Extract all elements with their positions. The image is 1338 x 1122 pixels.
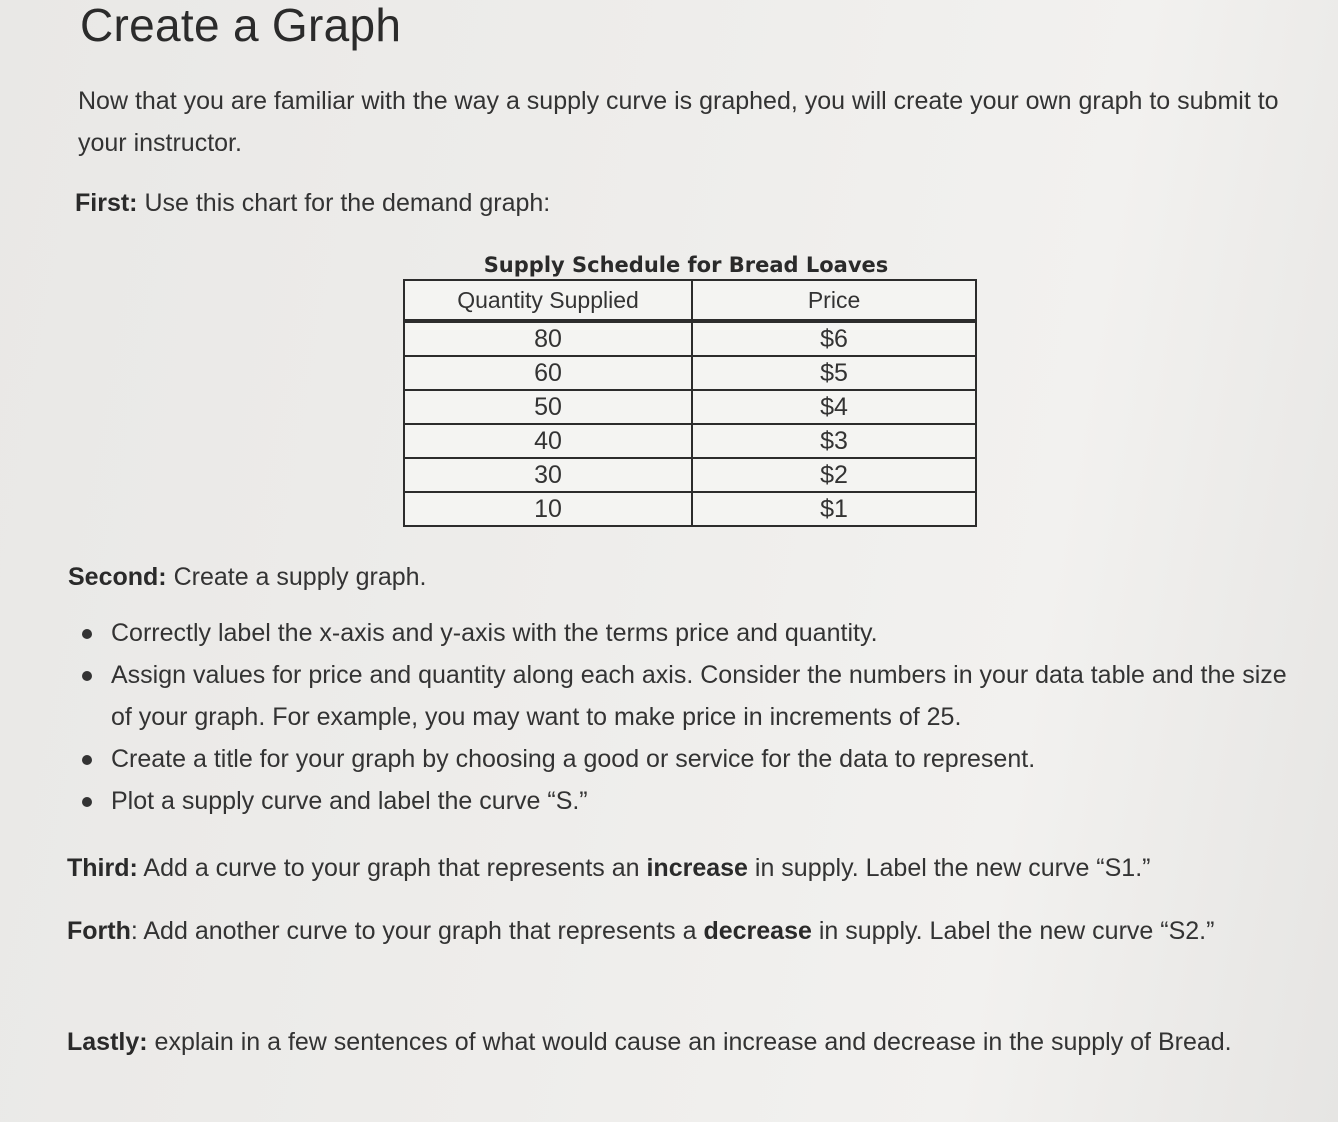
table-header-row	[404, 280, 976, 321]
table-row	[404, 492, 976, 526]
list-item-text: Assign values for price and quantity along each axis. Consider the numbers in your data table and the size of your graph. For example, you may want to make price in increments of 25.	[111, 661, 1287, 731]
forth-step-label: Forth	[67, 917, 131, 945]
table-row	[404, 458, 976, 492]
table-row	[404, 390, 976, 424]
forth-step-text-before: : Add another curve to your graph that represents a	[130, 917, 704, 945]
lastly-step-label: Lastly:	[67, 1028, 148, 1056]
lastly-step-text: explain in a few sentences of what would cause an increase and decrease in the supply of Bread.	[147, 1028, 1232, 1056]
first-step-label: First:	[75, 189, 138, 217]
second-step	[68, 556, 1168, 598]
second-step-text: Create a supply graph.	[166, 563, 427, 591]
list-item	[68, 780, 1308, 822]
price-cell: $1	[692, 492, 976, 526]
price-cell: $4	[692, 390, 976, 424]
quantity-cell: 80	[404, 321, 692, 356]
quantity-cell: 10	[404, 492, 692, 526]
third-step	[67, 847, 1307, 889]
quantity-cell: 40	[404, 424, 692, 458]
bullet-dot-icon	[82, 755, 92, 765]
header-quantity-supplied: Quantity Supplied	[404, 280, 692, 321]
list-item-text: Create a title for your graph by choosing a good or service for the data to represent.	[111, 745, 1036, 773]
list-item	[68, 738, 1308, 780]
header-price: Price	[692, 280, 976, 321]
list-item-text: Correctly label the x-axis and y-axis with the terms price and quantity.	[111, 619, 878, 647]
list-item-text: Plot a supply curve and label the curve “S.”	[111, 787, 588, 815]
page-title: Create a Graph	[80, 0, 402, 51]
forth-step-emphasis: decrease	[703, 917, 812, 945]
graph-requirements-list	[68, 612, 1308, 822]
forth-step	[67, 910, 1297, 952]
third-step-label: Third:	[67, 854, 138, 882]
first-step-text: Use this chart for the demand graph:	[137, 189, 551, 217]
forth-step-text-after: in supply. Label the new curve “S2.”	[811, 917, 1215, 945]
list-item	[68, 654, 1308, 738]
bullet-dot-icon	[82, 671, 92, 681]
first-step	[75, 182, 1175, 224]
third-step-emphasis: increase	[646, 854, 748, 882]
quantity-cell: 50	[404, 390, 692, 424]
table-row	[404, 424, 976, 458]
table-row	[404, 356, 976, 390]
third-step-text-before: Add a curve to your graph that represents an	[137, 854, 647, 882]
supply-schedule-table	[403, 279, 977, 527]
quantity-cell: 60	[404, 356, 692, 390]
supply-schedule-table-container	[403, 252, 979, 527]
intro-paragraph: Now that you are familiar with the way a supply curve is graphed, you will create your own graph to submit to your instructor.	[78, 87, 1279, 157]
lastly-step	[67, 1021, 1267, 1063]
table-caption: Supply Schedule for Bread Loaves	[483, 253, 889, 277]
third-step-text-after: in supply. Label the new curve “S1.”	[747, 854, 1151, 882]
table-row	[404, 321, 976, 356]
second-step-label: Second:	[68, 563, 167, 591]
price-cell: $2	[692, 458, 976, 492]
list-item	[68, 612, 1308, 654]
price-cell: $5	[692, 356, 976, 390]
bullet-dot-icon	[82, 797, 92, 807]
price-cell: $3	[692, 424, 976, 458]
bullet-dot-icon	[82, 629, 92, 639]
quantity-cell: 30	[404, 458, 692, 492]
price-cell: $6	[692, 321, 976, 356]
